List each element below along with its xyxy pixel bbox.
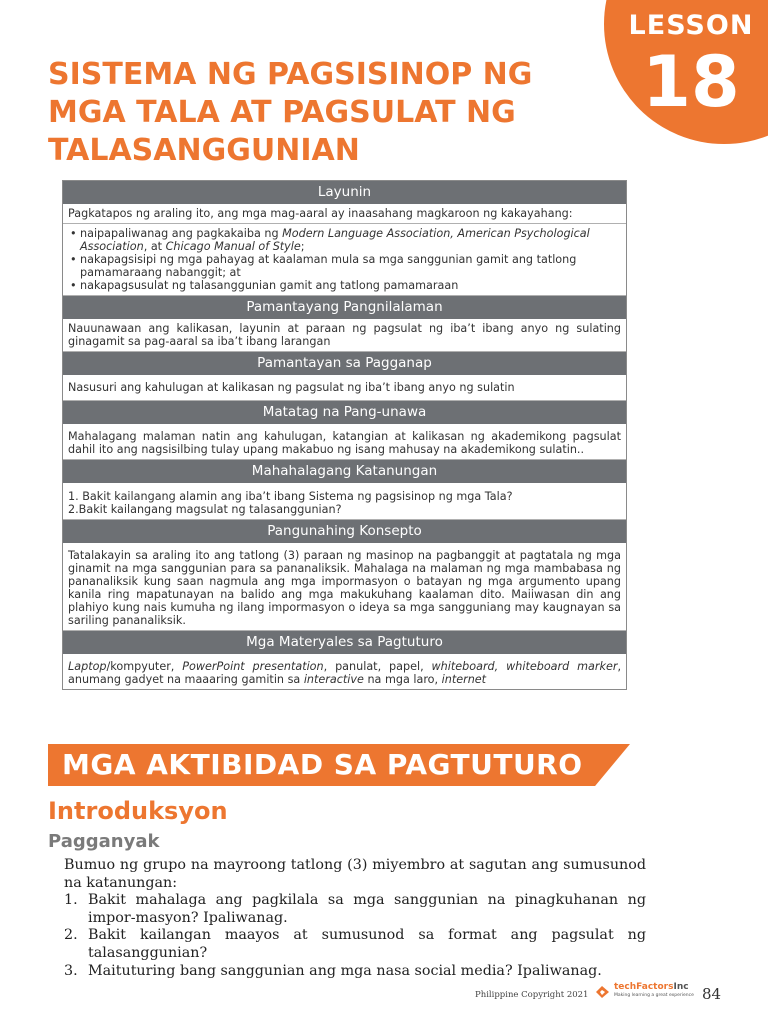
question-2: 2.Bakit kailangang magsulat ng talasanggunian? <box>68 503 342 516</box>
list-item: • nakapagsisipi ng mga pahayag at kaalaman mula sa mga sanggunian gamit ang tatlong pamamaraang nabanggit; at <box>68 253 621 279</box>
konsepto-body: Tatalakayin sa araling ito ang tatlong (3) paraan ng masinop na pagbanggit at pagtatala ng mga ginamit na mga sanggunian para sa pananaliksik. Mahalaga na malaman ng mga mambabasa ng pananaliksik kung saan nagmula ang mga impormasyon o batayan ng mga argumento upang kanila ring mapatunayan na balido ang mga makukuhang kaalaman dito. Maiiwasan din ang plahiyo kung nais kumuha ng ilang impormasyon o ideya sa mga sangguniang may kaugnayan sa sariling pananaliksik. <box>63 543 626 631</box>
materyales-heading: Mga Materyales sa Pagtuturo <box>63 631 626 654</box>
page-number: 84 <box>702 985 722 1003</box>
layunin-intro: Pagkatapos ng araling ito, ang mga mag-aaral ay inaasahang magkaroon ng kakayahang: <box>63 204 626 224</box>
publisher-logo-name: techFactorsInc <box>614 982 689 992</box>
pangnilalaman-body: Nauunawaan ang kalikasan, layunin at paraan ng pagsulat ng iba’t ibang anyo ng sulating ginagamit sa pag-aaral sa iba’t ibang larangan <box>63 319 626 352</box>
pangunawa-body: Mahalagang malaman natin ang kahulugan, katangian at kalikasan ng akademikong pagsulat dahil ito ang nagsisilbing tulay upang makabuo ng isang mahusay na akademikong sulatin.. <box>63 424 626 460</box>
list-item: 2. Bakit kailangan maayos at sumusunod sa format ang pagsulat ng talasanggunian? <box>64 927 646 961</box>
publisher-logo-icon <box>594 983 611 1000</box>
introduksyon-heading: Introduksyon <box>48 797 228 825</box>
publisher-logo <box>594 981 694 1003</box>
lesson-overview-table <box>62 180 627 690</box>
list-item: • naipapaliwanag ang pagkakaiba ng Modern Language Association, American Psychological Association, at Chicago Manual of Style; <box>68 227 621 253</box>
section-banner-title: MGA AKTIBIDAD SA PAGTUTURO <box>62 748 583 781</box>
konsepto-heading: Pangunahing Konsepto <box>63 520 626 543</box>
lesson-number: 18 <box>642 41 740 123</box>
list-item: • nakapagsusulat ng talasanggunian gamit ang tatlong pamamaraan <box>68 279 621 292</box>
layunin-list <box>63 224 626 296</box>
copyright-text: Philippine Copyright 2021 <box>475 990 589 1000</box>
pagganap-heading: Pamantayan sa Pagganap <box>63 352 626 375</box>
list-item: 3. Maituturing bang sanggunian ang mga nasa social media? Ipaliwanag. <box>64 962 602 979</box>
pangnilalaman-heading: Pamantayang Pangnilalaman <box>63 296 626 319</box>
pangunawa-heading: Matatag na Pang-unawa <box>63 401 626 424</box>
materyales-body: Laptop/kompyuter, PowerPoint presentation, panulat, papel, whiteboard, whiteboard marker, anumang gadyet na maaaring gamitin sa interactive na mga laro, internet <box>68 660 621 686</box>
list-item: 1. Bakit mahalaga ang pagkilala sa mga sanggunian na pinagkuhanan ng impor-masyon? Ipaliwanag. <box>64 892 646 926</box>
katanungan-heading: Mahahalagang Katanungan <box>63 460 626 483</box>
layunin-heading: Layunin <box>63 181 626 204</box>
lesson-label: LESSON <box>628 10 754 41</box>
pagganap-body: Nasusuri ang kahulugan at kalikasan ng pagsulat ng iba’t ibang anyo ng sulatin <box>63 375 626 401</box>
question-1: 1. Bakit kailangang alamin ang iba’t ibang Sistema ng pagsisinop ng mga Tala? <box>68 490 513 503</box>
pagganyak-subheading: Pagganyak <box>48 831 160 852</box>
activity-instruction: Bumuo ng grupo na mayroong tatlong (3) miyembro at sagutan ang sumusunod na katanungan: <box>64 857 646 891</box>
publisher-logo-tagline: Making learning a great experience <box>614 993 694 998</box>
activity-text <box>64 857 646 980</box>
activity-questions <box>64 892 646 980</box>
lesson-title: SISTEMA NG PAGSISINOP NG MGA TALA AT PAGSULAT NG TALASANGGUNIAN <box>48 57 533 168</box>
katanungan-body <box>63 483 626 520</box>
